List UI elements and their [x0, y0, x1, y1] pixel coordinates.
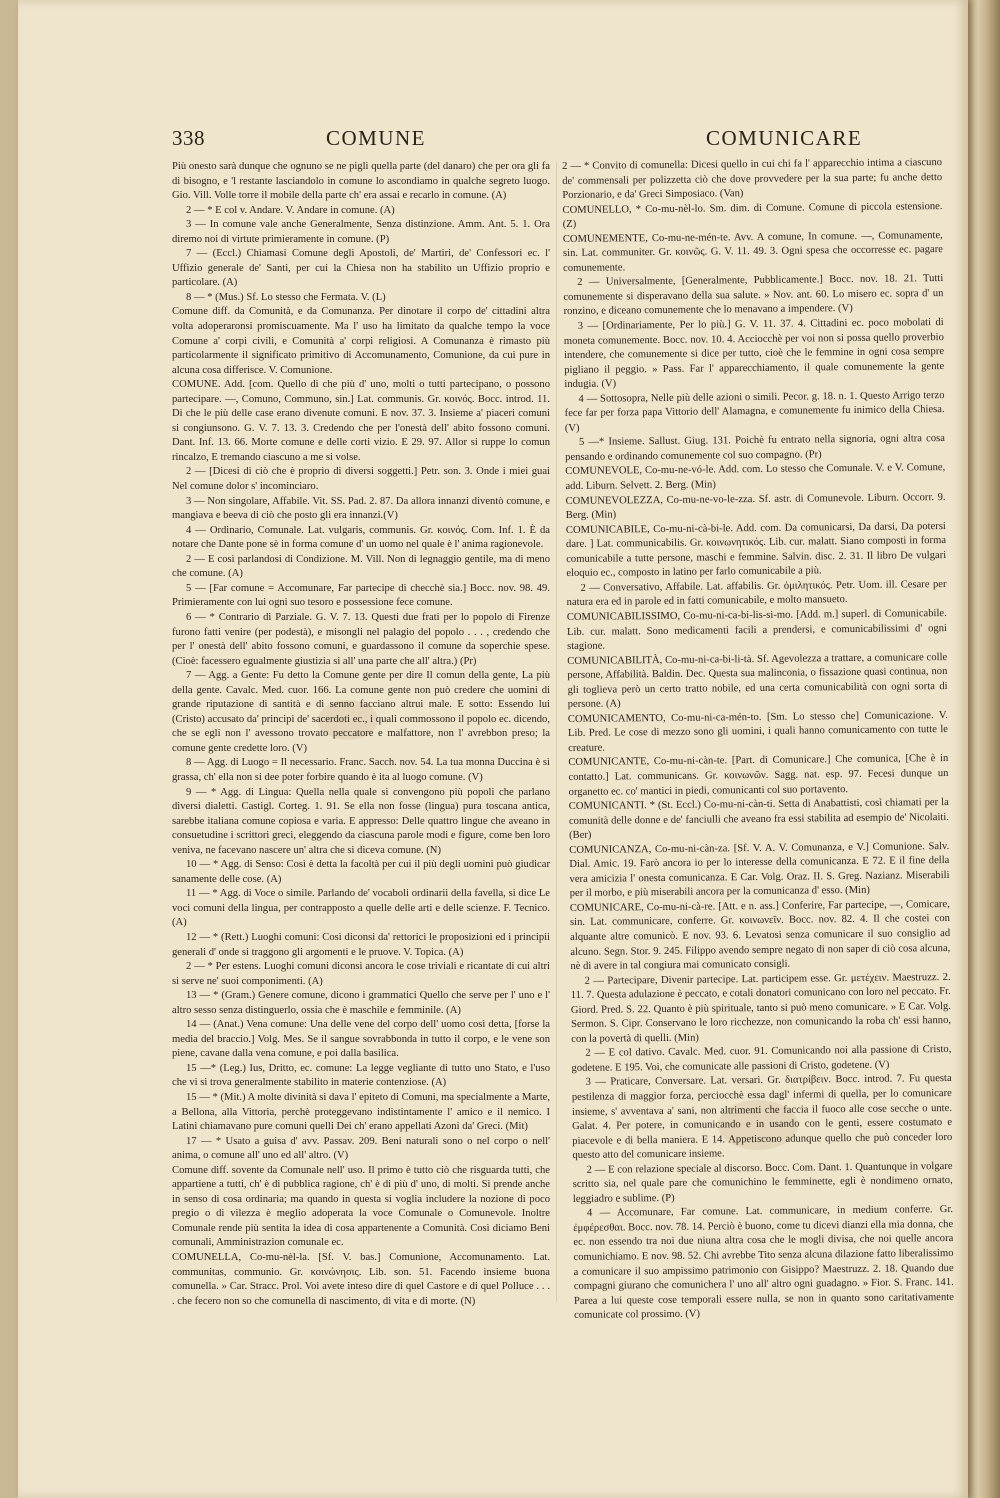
- page-number: 338: [172, 126, 205, 150]
- dictionary-entry: COMUNICABILE, Co-mu-ni-cà-bi-le. Add. com. Da comunicarsi, Da darsi, Da potersi dare. ] Lat. communicabilis. Gr. κοινωνητικός. Lib. cur. malatt. Siano composti in forma comunicabile a tutte persone, maschi e femmine. Salvin. disc. 2. 31. Il libro De vulgari eloquio ec., composto in latino per farlo comunicabile a più.: [565, 520, 947, 580]
- column-divider: [556, 162, 557, 1302]
- dictionary-entry: COMUNICAMENTO, Co-mu-ni-ca-mén-to. [Sm. Lo stesso che] Comunicazione. V. Lib. Pred. Le cose di mezzo sono gli uomini, i quali hanno comunicamento con tutte le creature.: [567, 709, 949, 754]
- dictionary-entry: COMUNE. Add. [com. Quello di che più d' uno, molti o tutti partecipano, o possono partecipare. —, Comuno, Communo, sin.] Lat. communis. Gr. κοινός. Bocc. introd. 11. Di che le più delle case erano divenute comuni. E nov. 37. 3. Insieme a' piaceri comuni si congiunsono. G. V. 7. 13. 3. Credendo che per l'onestà dell' abito fossono comuni. Dant. Inf. 13. 66. Morte comune e delle corti vizio. E 29. 97. Allor si ruppe lo comun rincalzo, E tremando ciascuno a me si volse.: [172, 379, 550, 463]
- page-edge: [968, 0, 1000, 1498]
- dictionary-entry: 2 — Partecipare, Divenir partecipe. Lat. participem esse. Gr. μετέχειν. Maestruzz. 2. 11. 7. Questa adulazione è peccato, e cotali donatori comunicano con loro nel peccato. Fr. Giord. Pred. S. 22. Quanto è più spirituale, tanto si può meno comunicare. » E Car. Volg. Sermon. S. Cipr. Conservano le loro ricchezze, non comunicando la roba ch' essi hanno, con la povertà di quelli. (Min): [570, 971, 952, 1045]
- dictionary-entry: COMUNICABILISSIMO, Co-mu-ni-ca-bi-lis-si-mo. [Add. m.] superl. di Comunicabile. Lib. cur. malatt. Sono medicamenti facili a prendersi, e comunicabilissimi d' ogni stagione.: [566, 607, 947, 653]
- dictionary-entry: 7 — Agg. a Gente: Fu detto la Comune gente per dire Il comun della gente, La più della gente. Cavalc. Med. cuor. 166. La comune gente non può credere che uomini di grande riputazione di santità e di senno facciano altrui male. E sotto: Essendo lui (Cristo) accusato da' principi de' sacerdoti ec., i quali commossono il popolo ec. dicendo, che se egli non l' avessono trovato peccatore e malfattore, non l' avrebbon preso; la comune gente credette loro. (V): [172, 670, 550, 754]
- dictionary-entry: 8 — Agg. di Luogo = Il necessario. Franc. Sacch. nov. 54. La tua monna Duccina è sì grassa, ch' ella non si dee poter forbire quando è ita al luogo comune. (V): [172, 757, 550, 783]
- dictionary-entry: 13 — * (Gram.) Genere comune, dicono i grammatici Quello che serve per l' uno e l' altro sesso senza distinguerlo, ossia che è maschile e femminile. (A): [172, 990, 550, 1016]
- dictionary-entry: Comune diff. sovente da Comunale nell' uso. Il primo è tutto ciò che risguarda tutti, che appartiene a tutti, ch' è di pubblica ragione, ch' è di più d' uno, di molti. Si prende anche in senso di cosa ordinaria; ma quando in questa si voglia includere la nozione di poco pregio o di vilezza è meglio adoperata la voce Comunale o Comunevole. Inoltre Comunale rende più sentita la idea di cosa appartenente a Comunità. Così diciamo Beni comunali, Amministrazion comunale ec.: [172, 1164, 550, 1249]
- dictionary-entry: 9 — * Agg. di Lingua: Quella nella quale si convengono più popoli che parlano diversi dialetti. Castigl. Corteg. 1. 91. Se ella non fosse (lingua) pura toscana antica, sarebbe italiana comune copiosa e varia. E appresso: Delle quattro lingue che aveano in consuetudine i scrittori greci, eleggendo da ciascuna parole modi e figure, come ben loro veniva, ne facevano nascere un' altra che si diceva comune. (N): [172, 786, 550, 856]
- dictionary-entry: 7 — (Eccl.) Chiamasi Comune degli Apostoli, de' Martiri, de' Confessori ec. l' Uffizio generale de' Santi, per cui la Chiesa non ha stabilito un Uffizio proprio e particolare. (A): [172, 248, 550, 289]
- dictionary-entry: 12 — * (Rett.) Luoghi comuni: Così diconsi da' rettorici le proposizioni ed i principii generali d' onde si traggono gli argomenti e le pruove. V. Topica. (A): [172, 931, 550, 958]
- dictionary-entry: COMUNEVOLE, Co-mu-ne-vó-le. Add. com. Lo stesso che Comunale. V. e V. Comune, add. Liburn. Selvett. 2. Berg. (Min): [565, 462, 946, 493]
- running-head-left: COMUNE: [326, 126, 427, 150]
- dictionary-entry: COMUNICABILITÀ, Co-mu-ni-ca-bi-li-tà. Sf. Agevolezza a trattare, a comunicare colle persone, Affabilità. Baldin. Dec. Questa sua malinconia, o fissazione quasi continua, non gli toglieva però un certo tratto nobile, ed una certa comunicabilità con ogni sorta di persone. (A): [567, 651, 948, 711]
- dictionary-entry: 4 — Accomunare, Far comune. Lat. communicare, in medium conferre. Gr. ἐμφέρεσθαι. Bocc. nov. 78. 14. Perciò è buono, come tu dicevi dianzi ella mia donna, che ec. non essendo tra noi due niuna altra cosa che le mogli divisa, che noi quelle ancora comunichiamo. E nov. 98. 52. Chi avrebbe Tito senza alcuna dilazione fatto liberalissimo a comunicare il suo ampissimo patrimonio con Gisippo? Maestruzz. 2. 18. Quando due compagni giurano che comunichera l' uno all' altro ogni guadagno. » Fior. S. Franc. 141. Parea a lui queste cose temporali essere nulla, se non in quanto sono caritativamente comunicate col prossimo. (V): [573, 1204, 954, 1322]
- dictionary-entry: 5 — [Far comune = Accomunare, Far partecipe di checchè sia.] Bocc. nov. 98. 49. Primieramente con lui ogni suo tesoro e possessione fece comune.: [172, 582, 550, 609]
- dictionary-entry: 6 — * Contrario di Parziale. G. V. 7. 13. Questi due frati per lo popolo di Firenze furono fatti venire (per podestà), e misongli nel palagio del popolo . . . , credendo che per l' onestà dell' abito fossono comuni, e guardassono il comune da soperchie spese. (Cioè: facessero egualmente giustizia si all' una parte che all' altra.) (Pr): [172, 611, 550, 667]
- dictionary-entry: 3 — Non singolare, Affabile. Vit. SS. Pad. 2. 87. Da allora innanzi diventò comune, e mangiava e beeva di ciò che posto gli era innanzi.(V): [172, 495, 550, 522]
- dictionary-entry: 3 — Praticare, Conversare. Lat. versari. Gr. διατρίβειν. Bocc. introd. 7. Fu questa pestilenza di maggior forza, perciocchè essa dagl' infermi di quella, per lo comunicare insieme, s' avventava a' sani, non altrimenti che faccia il fuoco alle cose secche o unte. Galat. 4. Per potere, in comunicando e in usando con le genti, essere costumato e piacevole e di bella maniera. E 14. Appetiscono adunque quello che può conceder loro questo atto del comunicare insieme.: [571, 1073, 953, 1162]
- left-column: [172, 160, 550, 1305]
- right-column: [562, 156, 954, 1322]
- dictionary-entry: 2 — E con relazione speciale al discorso. Bocc. Com. Dant. 1. Quantunque in volgare scritto sia, nel quale pare che comunichino le femminette, egli è nondimeno ornato, leggiadro e sublime. (P): [572, 1160, 953, 1205]
- dictionary-entry: 2 — * Convito di comunella: Dicesi quello in cui chi fa l' apparecchio intima a ciascuno de' commensali per polizzetta ciò che dove provvedere per la sua parte; fu anche detto Porzionario, e da' Greci Simposiaco. (Van): [562, 157, 943, 202]
- dictionary-entry: 2 — * Per estens. Luoghi comuni diconsi ancora le cose triviali e ricantate di cui altri si serve ne' suoi componimenti. (A): [172, 961, 550, 987]
- dictionary-entry: COMUNELLA, Co-mu-nèl-la. [Sf. V. bas.] Comunione, Accomunamento. Lat. communitas, communio. Gr. κοινώνησις. Lib. son. 51. Facendo insieme buona comunella. » Car. Stracc. Prol. Voi avete inteso dire di quel Castore e di quel Polluce . . . . che fecero non so che comunella di nascimento, di vita e di morte. (N): [172, 1252, 550, 1307]
- dictionary-entry: 11 — * Agg. di Voce o simile. Parlando de' vocaboli ordinarii della favella, si dice Le voci comuni della lingua, per contrapposto a quelle delle arti e delle scienze. F. Tecnico. (A): [172, 888, 550, 929]
- dictionary-entry: 17 — * Usato a guisa d' avv. Passav. 209. Beni naturali sono o nel corpo o nell' anima, o comune all' uno ed all' altro. (V): [172, 1135, 550, 1162]
- dictionary-entry: 2 — Conversativo, Affabile. Lat. affabilis. Gr. ὁμιλητικός. Petr. Uom. ill. Cesare per natura era ed in parole ed in fatti comunicabile, e molto mansueto.: [566, 578, 947, 609]
- dictionary-entry: 2 — Universalmente, [Generalmente, Pubblicamente.] Bocc. nov. 18. 21. Tutti comunemente si disperavano della sua salute. » Nov. ant. 60. Lo misero ec. sopra d' un ronzino, e diceano comunemente che lo menavano a impendere. (V): [563, 273, 944, 318]
- page-header: [156, 126, 936, 156]
- dictionary-entry: 2 — * E col v. Andare. V. Andare in comune. (A): [186, 204, 395, 216]
- running-head-right: COMUNICARE: [706, 126, 863, 150]
- dictionary-entry: COMUNELLO, * Co-mu-nèl-lo. Sm. dim. di Comune. Comune di piccola estensione. (Z): [562, 200, 943, 231]
- dictionary-entry: 4 — Sottosopra, Nelle più delle azioni o simili. Pecor. g. 18. n. 1. Questo Arrigo terzo fece far per forza papa Vittorio dell' Alamagna, e comunemente fu inimico della Chiesa. (V): [564, 389, 945, 434]
- dictionary-entry: 15 — * (Mit.) A molte divinità si dava l' epiteto di Comuni, ma specialmente a Marte, a Bellona, alla Vittoria, perchè proteggevano indistintamente l' amico e il nemico. I Latini chiamavano pure comuni quelli Dei ch' erano appellati Azoni da' Greci. (Mit): [172, 1092, 550, 1133]
- dictionary-entry: 3 — In comune vale anche Generalmente, Senza distinzione. Amm. Ant. 5. 1. Ora diremo noi di virtute primieramente in comune. (P): [172, 219, 550, 245]
- dictionary-entry: COMUNEMENTE, Co-mu-ne-mén-te. Avv. A comune, In comune. —, Comunamente, sin. Lat. communiter. Gr. κοινῶς. G. V. 11. 49. 3. Ogni spesa che occorresse ec. pagare comunemente.: [562, 229, 944, 274]
- dictionary-entry: 10 — * Agg. di Senso: Così è detta la facoltà per cui il più degli uomini può giudicar sanamente delle cose. (A): [172, 859, 550, 885]
- dictionary-entry: 4 — Ordinario, Comunale. Lat. vulgaris, communis. Gr. κοινός. Com. Inf. 1. È da notare che Dante pone sè in forma comune d' un uomo nel quale è l' anima ragionevole.: [172, 524, 550, 551]
- dictionary-entry: 2 — E col dativo. Cavalc. Med. cuor. 91. Comunicando noi alla passione di Cristo, godetene. E 195. Voi, che comunicate alle passioni di Cristo, godetene. (V): [571, 1044, 952, 1074]
- dictionary-entry: Comune diff. da Comunità, e da Comunanza. Per dinotare il corpo de' cittadini altra volta adoperaronsi promiscuamente. Ma l' uso ha limitato da qualche tempo la voce Comune a' corpi civili, e Comunità a' corpi religiosi. A Comunanza è rimasto più particolarmente il significato primitivo di Accomunamento, Comunione, da cui pure in alcuna cosa differisce. V. Comunione.: [172, 306, 550, 376]
- dictionary-entry: 2 — [Dicesi di ciò che è proprio di diversi soggetti.] Petr. son. 3. Onde i miei guai Nel comune dolor s' incominciaro.: [172, 466, 550, 493]
- dictionary-entry: COMUNICANTE, Co-mu-ni-càn-te. [Part. di Comunicare.] Che comunica, [Che è in contatto.] Lat. communicans. Gr. κοινωνῶν. Sagg. nat. esp. 97. Fecesi dunque un organetto ec. co' mantici in piedi, comunicanti col suo portavento.: [568, 753, 949, 798]
- dictionary-entry: 3 — [Ordinariamente, Per lo più.] G. V. 11. 37. 4. Cittadini ec. poco mobolati di moneta comunemente. Bocc. nov. 10. 4. Acciocchè per voi non si possa quello proverbio intendere, che comunemente si dice per tutto, cioè che le femmine in ogni cosa sempre pigliano il peggio. » Pass. Far l' apparecchiamento, il quale comunemente la gente indugia. (V): [563, 317, 945, 391]
- dictionary-entry: COMUNICANTI. * (St. Eccl.) Co-mu-ni-càn-ti. Setta di Anabattisti, così chiamati per la comunità delle donne e de' fanciulli che aveano fra essi stabilita ad esempio de' Nicolaiti. (Ber): [568, 797, 949, 842]
- dictionary-entry: 15 —* (Leg.) Ius, Dritto, ec. comune: La legge vegliante di tutto uno Stato, e l'uso che vi si trova generalmente stabilito in materie contenziose. (A): [172, 1062, 550, 1089]
- dictionary-entry: 8 — * (Mus.) Sf. Lo stesso che Fermata. V. (L): [186, 291, 386, 303]
- dictionary-entry: 14 — (Anat.) Vena comune: Una delle vene del corpo dell' uomo così detta, [forse la media del braccio.] Volg. Mes. Se il sangue sovrabbonda in tutto il corpo, e le vene son piene, cavane dalla vena comune, e poi dalla basilica.: [172, 1019, 550, 1060]
- dictionary-entry: 5 —* Insieme. Sallust. Giug. 131. Poichè fu entrato nella signoria, ogni altra cosa pensando e ordinando comunemente col suo compagno. (Pr): [565, 433, 945, 463]
- dictionary-entry: COMUNICARE, Co-mu-ni-cà-re. [Att. e n. ass.] Conferire, Far partecipe, —, Comicare, sin. Lat. communicare, conferre. Gr. κοινωνεῖν. Bocc. nov. 82. 4. Il che costei con alquante altre comunicò. E nov. 93. 6. Levatosi senza comunicare il suo consiglio ad alcuno. Segn. Stor. 9. 245. Filippo avendo sempre negato di non saper di ciò cosa alcuna, nè di avere in tal congiura mai comunicato consigli.: [569, 898, 951, 973]
- dictionary-entry: COMUNEVOLEZZA, Co-mu-ne-vo-le-zza. Sf. astr. di Comunevole. Liburn. Occorr. 9. Berg. (Min): [565, 491, 946, 522]
- dictionary-entry: Più onesto sarà dunque che ognuno se ne pigli quella parte (del danaro) che per ora gli fa di bisogno, e 'l restante lasciandolo in comune lo ascondiamo in qualche segreto luogo. Gio. Vill. Volle torre il mobile della parte ch' era assai e recarlo in comune. (A): [172, 161, 550, 202]
- dictionary-entry: 2 — E così parlandosi di Condizione. M. Vill. Non di legnaggio gentile, ma di meno che comune. (A): [172, 553, 550, 580]
- dictionary-entry: COMUNICANZA, Co-mu-ni-càn-za. [Sf. V. A. V. Comunanza, e V.] Comunione. Salv. Dial. Amic. 19. Farò ancora io per lo interesse della comunicanza. E 72. E il fine della vera amicizia l' onesta comunicanza. E Car. Volg. Oraz. II. S. Greg. Nazianz. Miserabili per il morbo, e più miserabili ancora per la comunicanza d' esso. (Min): [569, 840, 950, 900]
